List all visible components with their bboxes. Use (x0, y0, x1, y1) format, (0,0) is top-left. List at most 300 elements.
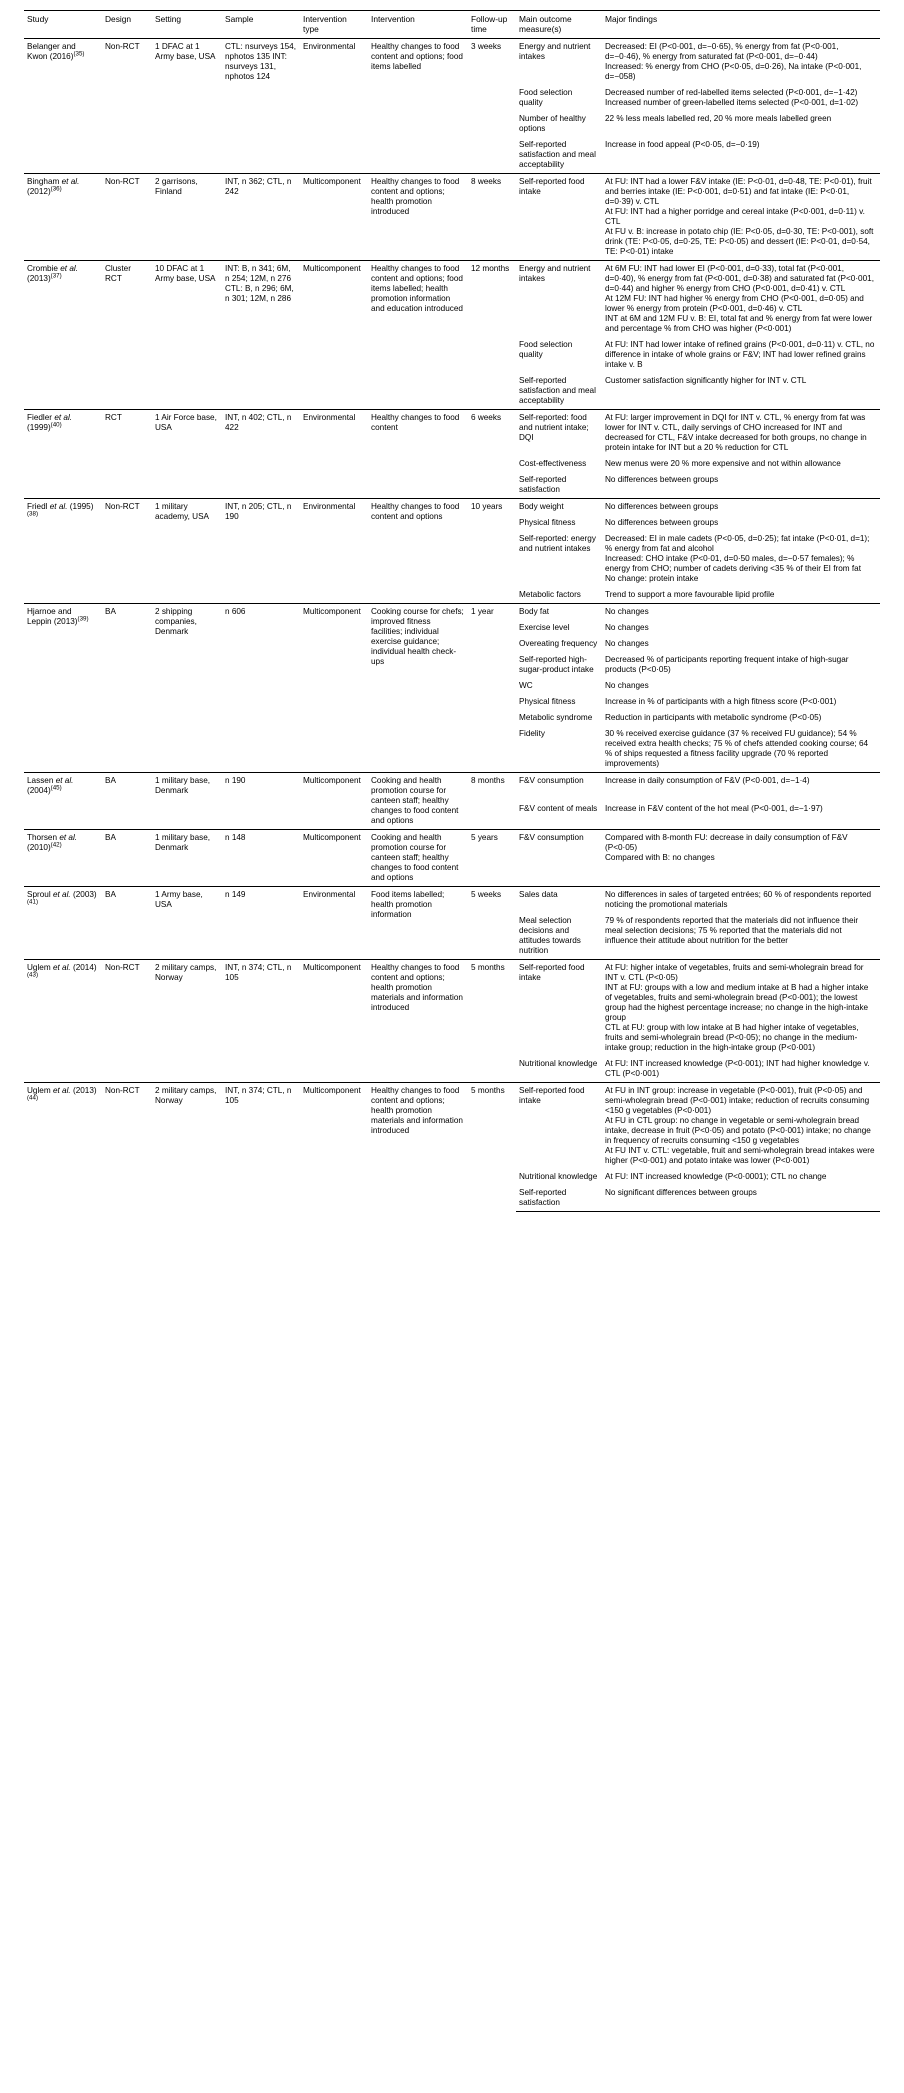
text-line: Energy and nutrient intakes (519, 263, 591, 283)
cell-sample (222, 260, 300, 409)
text-line: No changes (605, 622, 649, 632)
table-row (24, 603, 880, 620)
text-line: Increase in % of participants with a high fitness score (P<0·001) (605, 696, 837, 706)
cell-intervention-type (300, 603, 368, 772)
cell-major-findings (602, 515, 880, 531)
cell-follow-up (468, 173, 516, 260)
cell-intervention-type (300, 38, 368, 173)
cell-follow-up (468, 772, 516, 829)
header-row (24, 11, 880, 39)
study-et-al: et al. (52, 962, 71, 972)
text-line: Healthy changes to food content and options; health promotion materials and information introduced (371, 962, 463, 1012)
cell-study: Uglem et al. $(2013)^{(44)}$ (24, 1082, 102, 1211)
cell-outcome-measure (516, 913, 602, 960)
text-line: Increased: % energy from CHO (P<0·05, d=0·26), Na intake (P<0·001, d=−058) (605, 61, 862, 81)
text-line: Self-reported food intake (519, 1085, 585, 1105)
cell-study: Thorsen et al. $(2010)^{(42)}$ (24, 829, 102, 886)
cell-outcome-measure (516, 726, 602, 773)
cell-sample (222, 959, 300, 1082)
text-line: Decreased: EI in male cadets (P<0·05, d=0·25); fat intake (P<0·01, d=1); % energy from fat and alcohol (605, 533, 870, 553)
table-row (24, 772, 880, 801)
text-line: 2 military camps, Norway (155, 1085, 217, 1105)
text-line: Self-reported satisfaction (519, 1187, 567, 1207)
cell-major-findings (602, 337, 880, 373)
text-line: Healthy changes to food content (371, 412, 460, 432)
text-line: Increase in F&V content of the hot meal (P<0·001, d=−1·97) (605, 803, 823, 813)
text-line: Trend to support a more favourable lipid profile (605, 589, 775, 599)
text-line: Cooking and health promotion course for canteen staff; healthy changes to food content and options (371, 775, 459, 825)
text-line: No changes (605, 680, 649, 690)
cell-outcome-measure (516, 620, 602, 636)
text-line: Healthy changes to food content and options; food items labelled; health promotion information and education introduced (371, 263, 463, 313)
text-line: 8 months (471, 775, 505, 785)
col-header-setting: Setting (152, 11, 222, 39)
table-body (24, 38, 880, 1211)
text-line: 8 weeks (471, 176, 502, 186)
cell-outcome-measure (516, 337, 602, 373)
text-line: Number of healthy options (519, 113, 586, 133)
cell-setting (152, 173, 222, 260)
table-row (24, 1082, 880, 1169)
cell-major-findings (602, 38, 880, 85)
text-line: 3 weeks (471, 41, 502, 51)
cell-sample (222, 173, 300, 260)
text-line: Reduction in participants with metabolic syndrome (P<0·05) (605, 712, 822, 722)
cell-major-findings (602, 772, 880, 801)
cell-major-findings (602, 620, 880, 636)
table-row (24, 886, 880, 913)
cell-outcome-measure (516, 472, 602, 499)
cell-outcome-measure (516, 603, 602, 620)
col-header-design: Design (102, 11, 152, 39)
cell-follow-up (468, 829, 516, 886)
col-header-study: Study (24, 11, 102, 39)
cell-intervention (368, 38, 468, 173)
cell-follow-up (468, 498, 516, 603)
study-et-al: et al. (61, 176, 80, 186)
text-line: No differences between groups (605, 474, 719, 484)
text-line: Decreased: EI (P<0·001, d=−0·65), % energy from fat (P<0·001, d=−0·46), % energy from saturated fat (P<0·001, d=−0·44) (605, 41, 839, 61)
study-et-al: et al. (52, 889, 71, 899)
text-line: No changes (605, 638, 649, 648)
text-line: 10 years (471, 501, 503, 511)
text-line: INT, n 402; CTL, n 422 (225, 412, 292, 432)
cell-outcome-measure (516, 829, 602, 886)
text-line: Non-RCT (105, 962, 140, 972)
cell-major-findings (602, 472, 880, 499)
text-line: 6 weeks (471, 412, 502, 422)
text-line: At FU: INT had a lower F&V intake (IE: P<0·01, d=0·48, TE: P<0·01), fruit and berries intake (IE: P<0·001, d=0·51) and fat intake (IE: P<0·01, d=0·39) v. CTL (605, 176, 872, 206)
cell-outcome-measure (516, 678, 602, 694)
cell-study: Hjarnoe and Leppin $(2013)^{(39)}$ (24, 603, 102, 772)
cell-intervention-type (300, 959, 368, 1082)
text-line: n 190 (225, 775, 246, 785)
cell-major-findings (602, 1082, 880, 1169)
text-line: Increased: CHO intake (P<0·01, d=0·50 males, d=−0·57 females); % energy from CHO; number of cadets deriving <35 % of their EI from fat (605, 553, 861, 573)
text-line: Healthy changes to food content and options; food items labelled (371, 41, 463, 71)
text-line: Energy and nutrient intakes (519, 41, 591, 61)
table-row (24, 173, 880, 260)
cell-major-findings (602, 373, 880, 410)
text-line: Non-RCT (105, 501, 140, 511)
text-line: 1 Air Force base, USA (155, 412, 217, 432)
text-line: 2 military camps, Norway (155, 962, 217, 982)
text-line: Environmental (303, 501, 356, 511)
cell-outcome-measure (516, 85, 602, 111)
study-reference: (45) (50, 783, 62, 791)
cell-major-findings (602, 1169, 880, 1185)
cell-outcome-measure (516, 373, 602, 410)
cell-intervention-type (300, 498, 368, 603)
cell-study: Lassen et al. $(2004)^{(45)}$ (24, 772, 102, 829)
cell-setting (152, 260, 222, 409)
text-line: F&V content of meals (519, 803, 598, 813)
cell-outcome-measure (516, 260, 602, 337)
cell-design (102, 173, 152, 260)
cell-sample (222, 829, 300, 886)
cell-follow-up (468, 959, 516, 1082)
text-line: At FU: larger improvement in DQI for INT v. CTL, % energy from fat was lower for INT v. CTL, daily servings of CHO increased for INT and decreased for CTL, F&V intake decreased for both groups, no change in protein intake for INT but a 20 % reduction for CTL (605, 412, 867, 452)
text-line: At FU: INT increased knowledge (P<0·001); INT had higher knowledge v. CTL (P<0·001) (605, 1058, 870, 1078)
text-line: n 149 (225, 889, 246, 899)
text-line: Body weight (519, 501, 564, 511)
text-line: 79 % of respondents reported that the materials did not influence their meal selection decisions; 75 % reported that the materials did not influence their attitude about nutrition for the better (605, 915, 859, 945)
cell-outcome-measure (516, 1169, 602, 1185)
cell-sample (222, 772, 300, 829)
text-line: CTL: nsurveys 154, nphotos 135 INT: nsurveys 131, nphotos 124 (225, 41, 296, 81)
cell-design (102, 603, 152, 772)
text-line: 10 DFAC at 1 Army base, USA (155, 263, 216, 283)
col-header-intervention: Intervention (368, 11, 468, 39)
cell-follow-up (468, 603, 516, 772)
cell-setting (152, 603, 222, 772)
cell-major-findings (602, 260, 880, 337)
text-line: Food selection quality (519, 339, 573, 359)
text-line: F&V consumption (519, 775, 584, 785)
cell-intervention-type (300, 772, 368, 829)
table-row (24, 409, 880, 456)
table-row (24, 498, 880, 515)
table-row (24, 260, 880, 337)
paper-table-page (0, 10, 904, 2093)
text-line: Non-RCT (105, 176, 140, 186)
text-line: Self-reported satisfaction and meal acceptability (519, 375, 596, 405)
text-line: 5 months (471, 1085, 505, 1095)
cell-major-findings (602, 173, 880, 260)
cell-follow-up (468, 1082, 516, 1211)
text-line: Compared with B: no changes (605, 852, 715, 862)
text-line: 5 years (471, 832, 498, 842)
text-line: n 606 (225, 606, 246, 616)
cell-major-findings (602, 913, 880, 960)
cell-outcome-measure (516, 173, 602, 260)
cell-major-findings (602, 1185, 880, 1212)
cell-major-findings (602, 111, 880, 137)
text-line: n 148 (225, 832, 246, 842)
text-line: BA (105, 775, 116, 785)
cell-outcome-measure (516, 515, 602, 531)
cell-major-findings (602, 726, 880, 773)
study-reference: (40) (50, 420, 62, 428)
text-line: 1 military base, Denmark (155, 832, 211, 852)
study-reference: (44) (27, 1093, 39, 1101)
col-header-outcome-measures: Main outcome measure(s) (516, 11, 602, 39)
text-line: Self-reported food intake (519, 962, 585, 982)
text-line: INT, n 374; CTL, n 105 (225, 962, 292, 982)
text-line: Compared with 8-month FU: decrease in daily consumption of F&V (P<0·05) (605, 832, 848, 852)
text-line: No differences in sales of targeted entrées; 60 % of respondents reported noticing the promotional materials (605, 889, 872, 909)
text-line: Increase in food appeal (P<0·05, d=−0·19) (605, 139, 760, 149)
text-line: At FU v. B: increase in potato chip (IE: P<0·05, d=0·30, TE: P<0·001), soft drink (TE: P<0·05, d=0·25, TE: P<0·05) and dessert (IE: P<0·01, d=0·54, TE: P<0·01) intake (605, 226, 874, 256)
cell-outcome-measure (516, 959, 602, 1056)
text-line: No significant differences between groups (605, 1187, 757, 1197)
text-line: 1 military base, Denmark (155, 775, 211, 795)
cell-setting (152, 409, 222, 498)
cell-major-findings (602, 409, 880, 456)
text-line: BA (105, 889, 116, 899)
cell-intervention-type (300, 409, 368, 498)
text-line: 5 weeks (471, 889, 502, 899)
cell-major-findings (602, 603, 880, 620)
text-line: No change: protein intake (605, 573, 699, 583)
cell-design (102, 1082, 152, 1211)
text-line: Fidelity (519, 728, 545, 738)
cell-outcome-measure (516, 531, 602, 587)
text-line: Body fat (519, 606, 550, 616)
study-characteristics-table (24, 10, 880, 1212)
cell-study: Uglem et al. $(2014)^{(43)}$ (24, 959, 102, 1082)
text-line: 1 military academy, USA (155, 501, 209, 521)
study-reference: (41) (27, 897, 39, 905)
text-line: At FU: higher intake of vegetables, fruits and semi-wholegrain bread for INT v. CTL (P<0·05) (605, 962, 864, 982)
text-line: Food items labelled; health promotion information (371, 889, 445, 919)
cell-sample (222, 38, 300, 173)
cell-major-findings (602, 710, 880, 726)
cell-design (102, 829, 152, 886)
text-line: Environmental (303, 41, 356, 51)
cell-outcome-measure (516, 1082, 602, 1169)
cell-outcome-measure (516, 1056, 602, 1083)
text-line: 1 Army base, USA (155, 889, 203, 909)
cell-outcome-measure (516, 38, 602, 85)
text-line: RCT (105, 412, 122, 422)
text-line: At FU in CTL group: no change in vegetable or semi-wholegrain bread intake, decrease in fruit (P<0·05) and potato (P<0·001) intake; no change in frequency of recruits consuming <150 g vegetables (605, 1115, 871, 1145)
cell-intervention-type (300, 260, 368, 409)
text-line: Multicomponent (303, 962, 361, 972)
cell-major-findings (602, 801, 880, 830)
text-line: 1 DFAC at 1 Army base, USA (155, 41, 216, 61)
text-line: Food selection quality (519, 87, 573, 107)
table-row (24, 829, 880, 886)
text-line: At 12M FU: INT had higher % energy from CHO (P<0·001, d=0·05) and lower % energy from protein (P<0·001, d=0·46) v. CTL (605, 293, 864, 313)
cell-outcome-measure (516, 636, 602, 652)
cell-setting (152, 886, 222, 959)
text-line: 30 % received exercise guidance (37 % received FU guidance); 54 % received extra health checks; 75 % of chefs attended cooking course; 64 % of ships requested a fitness facility upgrade (70 % reported improvements) (605, 728, 869, 768)
text-line: CTL at FU: group with low intake at B had higher intake of vegetables, fruits and semi-wholegrain bread (P<0·05); no change in the medium-intake group; reduction in the high-intake group (P<0·001) (605, 1022, 859, 1052)
table-head (24, 11, 880, 39)
text-line: BA (105, 832, 116, 842)
text-line: At FU: INT had lower intake of refined grains (P<0·001, d=0·11) v. CTL, no difference in intake of whole grains or F&V; INT had lower refined grains intake v. B (605, 339, 875, 369)
text-line: 12 months (471, 263, 510, 273)
cell-major-findings (602, 829, 880, 886)
text-line: Metabolic syndrome (519, 712, 593, 722)
cell-outcome-measure (516, 498, 602, 515)
text-line: INT: B, n 341; 6M, n 254; 12M, n 276 CTL: B, n 296; 6M, n 301; 12M, n 286 (225, 263, 294, 303)
text-line: 1 year (471, 606, 494, 616)
cell-major-findings (602, 587, 880, 604)
cell-intervention-type (300, 886, 368, 959)
text-line: At 6M FU: INT had lower EI (P<0·001, d=0·33), total fat (P<0·001, d=0·40), % energy from fat (P<0·001, d=0·38) and saturated fat (P<0·001, d=0·44) and higher % energy from CHO (P<0·001, d=0·41) v. CTL (605, 263, 874, 293)
text-line: Self-reported satisfaction (519, 474, 567, 494)
study-et-al: et al. (55, 775, 74, 785)
cell-major-findings (602, 85, 880, 111)
text-line: Self-reported satisfaction and meal acceptability (519, 139, 596, 169)
text-line: WC (519, 680, 533, 690)
cell-intervention (368, 260, 468, 409)
cell-intervention (368, 886, 468, 959)
cell-outcome-measure (516, 111, 602, 137)
text-line: Multicomponent (303, 1085, 361, 1095)
text-line: Environmental (303, 889, 356, 899)
text-line: Self-reported: energy and nutrient intakes (519, 533, 596, 553)
cell-major-findings (602, 137, 880, 174)
cell-setting (152, 959, 222, 1082)
text-line: Physical fitness (519, 696, 576, 706)
text-line: Cluster RCT (105, 263, 131, 283)
text-line: Non-RCT (105, 1085, 140, 1095)
cell-major-findings (602, 498, 880, 515)
text-line: Increase in daily consumption of F&V (P<0·001, d=−1·4) (605, 775, 810, 785)
cell-outcome-measure (516, 137, 602, 174)
cell-setting (152, 1082, 222, 1211)
text-line: Non-RCT (105, 41, 140, 51)
cell-outcome-measure (516, 886, 602, 913)
text-line: 2 shipping companies, Denmark (155, 606, 197, 636)
text-line: At FU: INT increased knowledge (P<0·0001); CTL no change (605, 1171, 827, 1181)
cell-intervention (368, 603, 468, 772)
text-line: Metabolic factors (519, 589, 581, 599)
cell-setting (152, 772, 222, 829)
text-line: Healthy changes to food content and options; health promotion materials and information introduced (371, 1085, 463, 1135)
text-line: No differences between groups (605, 501, 719, 511)
study-et-al: et al. (52, 1085, 71, 1095)
cell-follow-up (468, 260, 516, 409)
study-reference: (37) (50, 271, 62, 279)
cell-design (102, 886, 152, 959)
text-line: Multicomponent (303, 176, 361, 186)
cell-major-findings (602, 531, 880, 587)
col-header-sample: Sample (222, 11, 300, 39)
text-line: Multicomponent (303, 606, 361, 616)
text-line: Healthy changes to food content and options (371, 501, 460, 521)
text-line: Exercise level (519, 622, 570, 632)
text-line: Overeating frequency (519, 638, 598, 648)
cell-intervention (368, 498, 468, 603)
cell-design (102, 409, 152, 498)
cell-major-findings (602, 694, 880, 710)
cell-design (102, 260, 152, 409)
text-line: At FU INT v. CTL: vegetable, fruit and semi-wholegrain bread intakes were higher (P<0·001) and potato intake was lower (P<0·001) (605, 1145, 875, 1165)
cell-intervention-type (300, 173, 368, 260)
text-line: Self-reported: food and nutrient intake; DQI (519, 412, 589, 442)
cell-sample (222, 409, 300, 498)
text-line: At FU in INT group: increase in vegetable (P<0·001), fruit (P<0·05) and semi-wholegrain bread (P<0·001) intake; reduction of recruits consuming <150 g vegetables (P<0·001) (605, 1085, 870, 1115)
text-line: 2 garrisons, Finland (155, 176, 198, 196)
cell-outcome-measure (516, 801, 602, 830)
cell-sample (222, 1082, 300, 1211)
text-line: New menus were 20 % more expensive and not within allowance (605, 458, 841, 468)
text-line: 22 % less meals labelled red, 20 % more meals labelled green (605, 113, 832, 123)
text-line: Decreased number of red-labelled items selected (P<0·001, d=−1·42) (605, 87, 858, 97)
cell-study: Crombie et al. $(2013)^{(37)}$ (24, 260, 102, 409)
cell-setting (152, 498, 222, 603)
cell-study: Belanger and Kwon $(2016)^{(35)}$ (27, 41, 85, 61)
text-line: Nutritional knowledge (519, 1171, 598, 1181)
text-line: INT at 6M and 12M FU v. B: EI, total fat and % energy from fat were lower and percentage % from CHO was higher (P<0·001) (605, 313, 873, 333)
cell-design (102, 498, 152, 603)
cell-intervention (368, 829, 468, 886)
cell-study: Friedl et al. $(1995)^{(38)}$ (24, 498, 102, 603)
cell-setting (152, 38, 222, 173)
cell-outcome-measure (516, 456, 602, 472)
col-header-intervention-type: Intervention type (300, 11, 368, 39)
cell-major-findings (602, 678, 880, 694)
col-header-major-findings: Major findings (602, 11, 880, 39)
cell-follow-up (468, 38, 516, 173)
text-line: Customer satisfaction significantly higher for INT v. CTL (605, 375, 807, 385)
cell-intervention (368, 173, 468, 260)
cell-intervention-type (300, 829, 368, 886)
text-line: BA (105, 606, 116, 616)
table-row (24, 38, 880, 85)
text-line: INT, n 374; CTL, n 105 (225, 1085, 292, 1105)
cell-follow-up (468, 886, 516, 959)
table-row (24, 959, 880, 1056)
text-line: Nutritional knowledge (519, 1058, 598, 1068)
text-line: Environmental (303, 412, 356, 422)
text-line: Self-reported food intake (519, 176, 585, 196)
cell-sample (222, 603, 300, 772)
text-line: 5 months (471, 962, 505, 972)
text-line: No differences between groups (605, 517, 719, 527)
cell-outcome-measure (516, 587, 602, 604)
cell-setting (152, 829, 222, 886)
text-line: INT, n 205; CTL, n 190 (225, 501, 292, 521)
study-et-al: et al. (54, 412, 73, 422)
cell-study: Fiedler et al. $(1999)^{(40)}$ (24, 409, 102, 498)
text-line: Cooking course for chefs; improved fitness facilities; individual exercise guidance; individual health check-ups (371, 606, 464, 666)
cell-intervention (368, 1082, 468, 1211)
text-line: Increased number of green-labelled items selected (P<0·001, d=1·02) (605, 97, 859, 107)
text-line: No changes (605, 606, 649, 616)
study-reference: (39) (77, 614, 89, 622)
cell-outcome-measure (516, 1185, 602, 1212)
cell-major-findings (602, 652, 880, 678)
col-header-follow-up: Follow-up time (468, 11, 516, 39)
text-line: Healthy changes to food content and options; health promotion introduced (371, 176, 460, 216)
text-line: Multicomponent (303, 775, 361, 785)
cell-major-findings (602, 636, 880, 652)
cell-sample (222, 498, 300, 603)
cell-follow-up (468, 409, 516, 498)
study-et-al: et al. (60, 263, 78, 273)
cell-sample (222, 886, 300, 959)
study-et-al: et al. (49, 501, 68, 511)
study-reference: (35) (73, 49, 85, 57)
text-line: F&V consumption (519, 832, 584, 842)
cell-design (102, 772, 152, 829)
cell-intervention (368, 959, 468, 1082)
